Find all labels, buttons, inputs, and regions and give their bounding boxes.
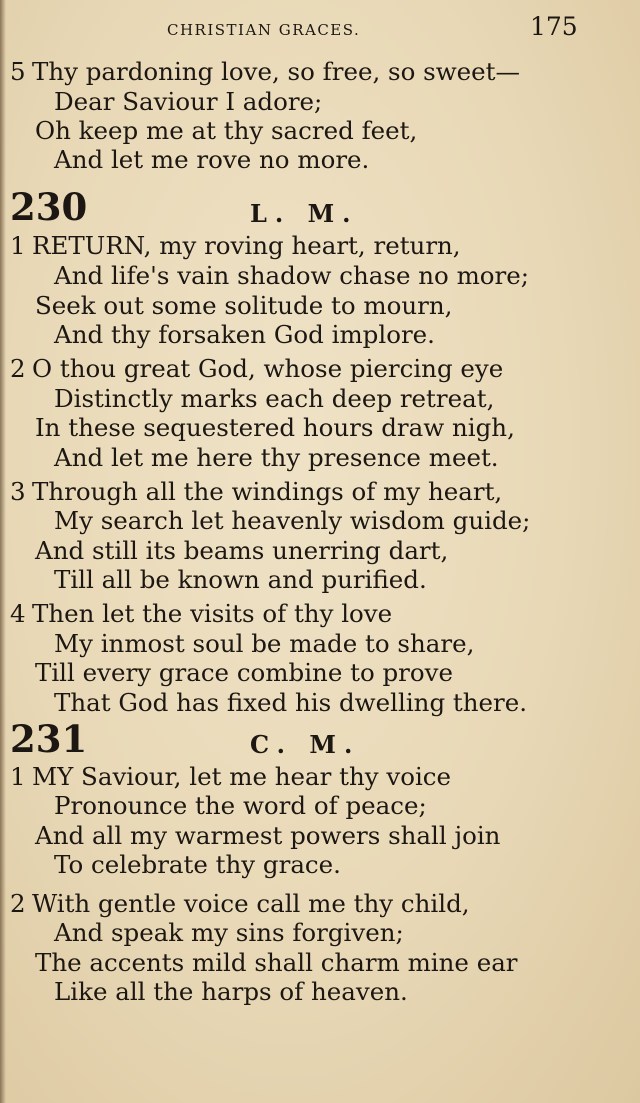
stanza-line: And speak my sins forgiven; (54, 918, 404, 947)
stanza-line: Like all the harps of heaven. (54, 977, 408, 1006)
stanza-line: And all my warmest powers shall join (35, 821, 501, 850)
stanza-line: To celebrate thy grace. (54, 850, 341, 879)
stanza-line: And thy forsaken God implore. (54, 320, 435, 349)
stanza-line: And life's vain shadow chase no more; (54, 261, 530, 290)
stanza-line: Dear Saviour I adore; (54, 87, 323, 116)
stanza-line: 2 With gentle voice call me thy child, (10, 889, 470, 918)
hymn-number: 230 (10, 185, 88, 229)
stanza-number: 2 (10, 354, 26, 383)
stanza-line: Oh keep me at thy sacred feet, (35, 116, 418, 145)
stanza-line: 3 Through all the windings of my heart, (10, 477, 503, 506)
stanza-line: 4 Then let the visits of thy love (10, 599, 393, 628)
meter-label: L. M. (250, 199, 359, 228)
stanza-line: 1 RETURN, my roving heart, return, (10, 231, 461, 260)
page-edge-shadow (0, 0, 6, 1103)
stanza-number: 5 (10, 57, 26, 86)
stanza-line: 1 MY Saviour, let me hear thy voice (10, 762, 452, 791)
stanza-number: 2 (10, 889, 26, 918)
stanza-line: Seek out some solitude to mourn, (35, 291, 453, 320)
stanza-line: Distinctly marks each deep retreat, (54, 384, 495, 413)
page-number: 175 (530, 12, 578, 41)
stanza-line: 2 O thou great God, whose piercing eye (10, 354, 504, 383)
stanza-number: 1 (10, 231, 26, 260)
stanza-line: Pronounce the word of peace; (54, 791, 427, 820)
stanza-line: That God has fixed his dwelling there. (54, 688, 528, 717)
hymn-number: 231 (10, 717, 88, 761)
stanza-line: 5 Thy pardoning love, so free, so sweet— (10, 57, 521, 86)
stanza-line: And still its beams unerring dart, (35, 536, 449, 565)
stanza-line: My inmost soul be made to share, (54, 629, 475, 658)
running-head: CHRISTIAN GRACES. (167, 21, 361, 39)
stanza-line: In these sequestered hours draw nigh, (35, 413, 515, 442)
stanza-line: And let me here thy presence meet. (54, 443, 499, 472)
stanza-line: Till every grace combine to prove (35, 658, 453, 687)
stanza-line: My search let heavenly wisdom guide; (54, 506, 531, 535)
meter-label: C. M. (250, 730, 361, 759)
stanza-line: Till all be known and purified. (54, 565, 427, 594)
stanza-line: The accents mild shall charm mine ear (35, 948, 518, 977)
stanza-line: And let me rove no more. (54, 145, 370, 174)
stanza-number: 3 (10, 477, 26, 506)
stanza-number: 1 (10, 762, 26, 791)
stanza-number: 4 (10, 599, 26, 628)
